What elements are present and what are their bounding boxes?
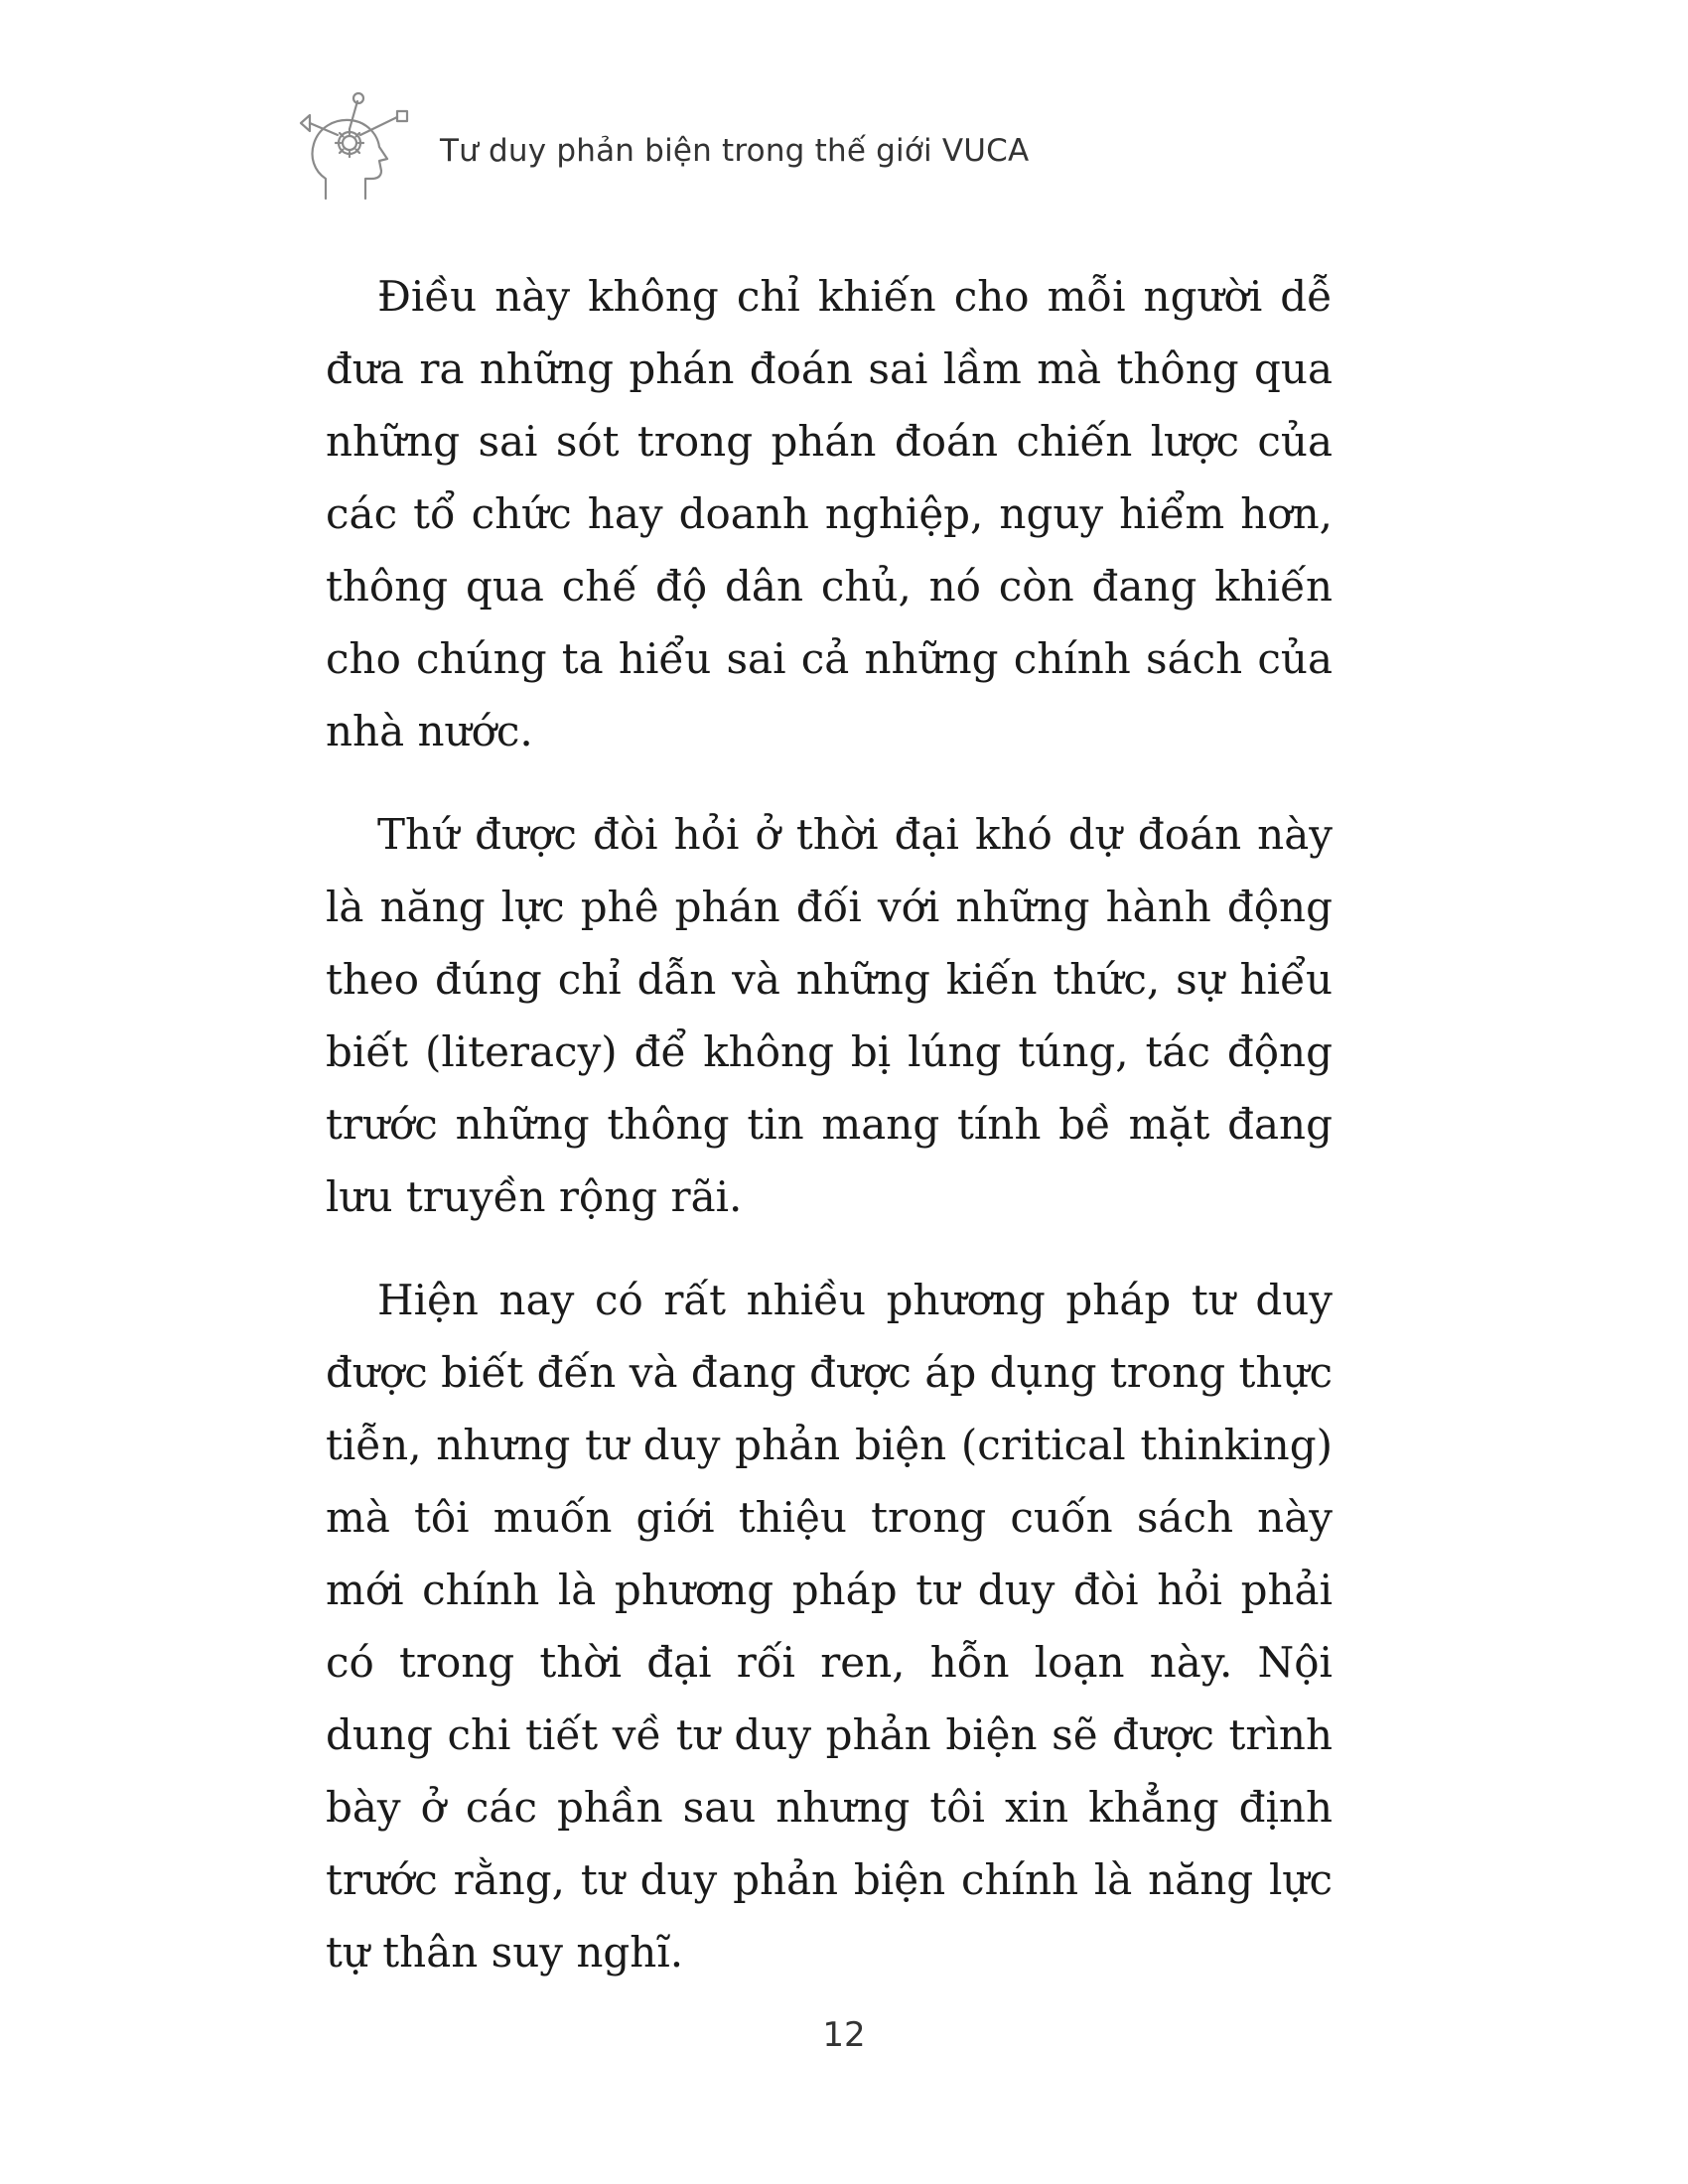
paragraph-1: Điều này không chỉ khiến cho mỗi người dễ đưa ra những phán đoán sai lầm mà thông qua những sai sót trong phán đoán chiến lược của các tổ chức hay doanh nghiệp, nguy hiểm hơn, thông qua chế độ dân chủ, nó còn đang khiến cho chúng ta hiểu sai cả những chính sách của nhà nước.	[326, 272, 1333, 755]
running-header	[298, 91, 1390, 205]
paragraph-2: Thứ được đòi hỏi ở thời đại khó dự đoán này là năng lực phê phán đối với những hành động theo đúng chỉ dẫn và những kiến thức, sự hiểu biết (literacy) để không bị lúng túng, tác động trước những thông tin mang tính bề mặt đang lưu truyền rộng rãi.	[326, 810, 1333, 1221]
book-title: Tư duy phản biện trong thế giới VUCA	[440, 133, 1030, 169]
page-number: 12	[822, 2015, 866, 2055]
paragraph-3: Hiện nay có rất nhiều phương pháp tư duy được biết đến và đang được áp dụng trong thực tiễn, nhưng tư duy phản biện (critical thinking) mà tôi muốn giới thiệu trong cuốn sách này mới chính là phương pháp tư duy đòi hỏi phải có trong thời đại rối ren, hỗn loạn này. Nội dung chi tiết về tư duy phản biện sẽ được trình bày ở các phần sau nhưng tôi xin khẳng định trước rằng, tư duy phản biện chính là năng lực tự thân suy nghĩ.	[326, 1276, 1333, 1977]
body-text	[326, 260, 1333, 2019]
head-gear-network-icon	[298, 91, 417, 205]
